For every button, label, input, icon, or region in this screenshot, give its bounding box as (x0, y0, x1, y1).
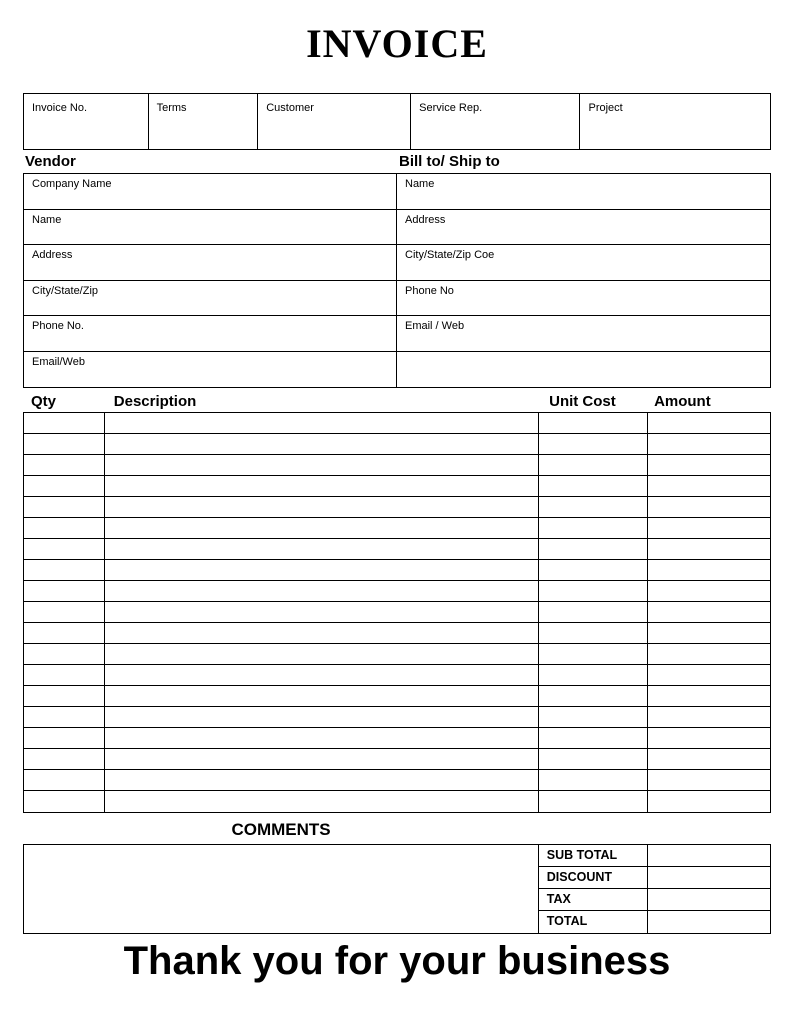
item-cell-qty[interactable] (24, 791, 105, 812)
header-field-service-rep[interactable] (411, 94, 580, 149)
billto-field-phone[interactable] (397, 281, 770, 317)
comments-box[interactable] (24, 845, 539, 933)
item-row (24, 728, 770, 749)
footer-message: Thank you for your business (123, 939, 671, 983)
item-row (24, 539, 770, 560)
item-cell-description[interactable] (105, 644, 539, 664)
item-cell-description[interactable] (105, 770, 539, 790)
billto-field-address[interactable] (397, 210, 770, 246)
totals-row-tax (539, 889, 770, 911)
vendor-field-company-name[interactable] (24, 174, 396, 210)
item-row (24, 707, 770, 728)
billto-fields (397, 174, 770, 387)
totals-value-tax[interactable] (648, 889, 770, 910)
item-cell-unit-cost[interactable] (539, 476, 649, 496)
item-cell-unit-cost[interactable] (539, 434, 649, 454)
header-label-project: Project (588, 102, 623, 114)
totals-table (539, 845, 770, 933)
item-row (24, 560, 770, 581)
billto-field-city-state-zip[interactable] (397, 245, 770, 281)
item-cell-description[interactable] (105, 791, 539, 812)
vendor-field-name[interactable] (24, 210, 396, 246)
item-cell-unit-cost[interactable] (539, 665, 649, 685)
item-cell-description[interactable] (105, 728, 539, 748)
item-cell-description[interactable] (105, 476, 539, 496)
item-cell-amount[interactable] (648, 728, 770, 748)
page-title: INVOICE (306, 21, 488, 66)
vendor-label-city-state-zip: City/State/Zip (32, 284, 99, 297)
item-cell-unit-cost[interactable] (539, 728, 649, 748)
item-cell-qty[interactable] (24, 413, 105, 433)
items-column-unit-cost: Unit Cost (549, 393, 616, 410)
vendor-label-name: Name (32, 213, 62, 226)
header-label-service-rep: Service Rep. (419, 102, 483, 114)
item-row (24, 623, 770, 644)
item-cell-qty[interactable] (24, 476, 105, 496)
vendor-billto-table (23, 173, 771, 388)
items-column-amount: Amount (654, 393, 711, 410)
vendor-field-address[interactable] (24, 245, 396, 281)
billto-heading: Bill to/ Ship to (399, 153, 500, 170)
item-row (24, 455, 770, 476)
invoice-header-table (23, 93, 771, 150)
totals-value-total[interactable] (648, 911, 770, 933)
item-cell-qty[interactable] (24, 644, 105, 664)
header-field-terms[interactable] (149, 94, 259, 149)
item-cell-qty[interactable] (24, 749, 105, 769)
item-row (24, 434, 770, 455)
section-headings (23, 153, 771, 171)
billto-label-phone: Phone No (405, 284, 454, 297)
vendor-heading: Vendor (25, 153, 76, 170)
item-cell-qty[interactable] (24, 602, 105, 622)
item-cell-qty[interactable] (24, 728, 105, 748)
item-cell-qty[interactable] (24, 455, 105, 475)
item-cell-amount[interactable] (648, 518, 770, 538)
item-cell-unit-cost[interactable] (539, 518, 649, 538)
item-cell-amount[interactable] (648, 476, 770, 496)
item-cell-unit-cost[interactable] (539, 497, 649, 517)
item-cell-qty[interactable] (24, 539, 105, 559)
item-cell-amount[interactable] (648, 749, 770, 769)
item-cell-unit-cost[interactable] (539, 791, 649, 812)
item-cell-qty[interactable] (24, 434, 105, 454)
item-cell-description[interactable] (105, 455, 539, 475)
header-field-customer[interactable] (258, 94, 411, 149)
item-cell-description[interactable] (105, 434, 539, 454)
item-cell-amount[interactable] (648, 413, 770, 433)
item-row (24, 518, 770, 539)
item-cell-amount[interactable] (648, 497, 770, 517)
item-cell-unit-cost[interactable] (539, 644, 649, 664)
item-row (24, 476, 770, 497)
header-label-terms: Terms (156, 102, 187, 114)
item-cell-amount[interactable] (648, 707, 770, 727)
header-field-invoice-no[interactable] (24, 94, 149, 149)
item-cell-qty[interactable] (24, 518, 105, 538)
item-row (24, 602, 770, 623)
items-column-qty: Qty (31, 393, 57, 410)
billto-label-name: Name (405, 178, 435, 190)
billto-field-blank[interactable] (397, 352, 770, 388)
totals-label-tax: TAX (539, 889, 649, 910)
vendor-field-phone[interactable] (24, 316, 396, 352)
item-row (24, 791, 770, 812)
item-row (24, 581, 770, 602)
item-cell-unit-cost[interactable] (539, 707, 649, 727)
item-cell-qty[interactable] (24, 623, 105, 643)
item-cell-unit-cost[interactable] (539, 623, 649, 643)
totals-value-discount[interactable] (648, 867, 770, 888)
item-cell-description[interactable] (105, 581, 539, 601)
item-cell-qty[interactable] (24, 560, 105, 580)
item-cell-qty[interactable] (24, 581, 105, 601)
comments-heading: COMMENTS (231, 820, 331, 839)
item-cell-description[interactable] (105, 749, 539, 769)
item-cell-amount[interactable] (648, 665, 770, 685)
vendor-label-phone: Phone No. (32, 320, 84, 332)
billto-label-address: Address (405, 213, 446, 226)
item-cell-description[interactable] (105, 413, 539, 433)
item-row (24, 413, 770, 434)
item-cell-unit-cost[interactable] (539, 455, 649, 475)
header-label-invoice-no: Invoice No. (32, 102, 88, 114)
item-row (24, 770, 770, 791)
item-cell-amount[interactable] (648, 686, 770, 706)
header-label-customer: Customer (266, 102, 314, 114)
item-cell-unit-cost[interactable] (539, 770, 649, 790)
item-row (24, 749, 770, 770)
items-column-description: Description (113, 393, 197, 410)
totals-row-subtotal (539, 845, 770, 867)
totals-row-total (539, 911, 770, 933)
item-cell-description[interactable] (105, 560, 539, 580)
totals-label-total: TOTAL (539, 911, 649, 933)
item-cell-amount[interactable] (648, 770, 770, 790)
item-cell-unit-cost[interactable] (539, 539, 649, 559)
header-field-project[interactable] (580, 94, 770, 149)
item-cell-unit-cost[interactable] (539, 560, 649, 580)
item-cell-description[interactable] (105, 623, 539, 643)
item-row (24, 644, 770, 665)
vendor-fields (24, 174, 397, 387)
item-cell-unit-cost[interactable] (539, 602, 649, 622)
item-cell-amount[interactable] (648, 581, 770, 601)
item-cell-amount[interactable] (648, 644, 770, 664)
item-cell-description[interactable] (105, 707, 539, 727)
item-cell-unit-cost[interactable] (539, 413, 649, 433)
item-cell-amount[interactable] (648, 434, 770, 454)
comments-totals-section (23, 844, 771, 934)
totals-label-discount: DISCOUNT (539, 867, 649, 888)
vendor-field-email-web[interactable] (24, 352, 396, 388)
item-row (24, 497, 770, 518)
totals-row-discount (539, 867, 770, 889)
item-cell-qty[interactable] (24, 686, 105, 706)
totals-value-subtotal[interactable] (648, 845, 770, 866)
item-cell-qty[interactable] (24, 665, 105, 685)
item-cell-description[interactable] (105, 686, 539, 706)
vendor-field-city-state-zip[interactable] (24, 281, 396, 317)
item-cell-description[interactable] (105, 665, 539, 685)
item-cell-qty[interactable] (24, 497, 105, 517)
comments-heading-row (23, 820, 771, 840)
item-cell-amount[interactable] (648, 560, 770, 580)
item-row (24, 665, 770, 686)
item-cell-amount[interactable] (648, 455, 770, 475)
billto-field-email-web[interactable] (397, 316, 770, 352)
item-cell-description[interactable] (105, 539, 539, 559)
totals-label-subtotal: SUB TOTAL (539, 845, 649, 866)
item-cell-description[interactable] (105, 602, 539, 622)
item-cell-qty[interactable] (24, 707, 105, 727)
vendor-label-email-web: Email/Web (32, 355, 85, 368)
item-cell-unit-cost[interactable] (539, 686, 649, 706)
item-cell-qty[interactable] (24, 770, 105, 790)
vendor-label-company-name: Company Name (32, 178, 112, 190)
billto-label-email-web: Email / Web (405, 320, 465, 332)
items-header (23, 393, 771, 411)
billto-field-name[interactable] (397, 174, 770, 210)
items-table (23, 412, 771, 813)
item-cell-amount[interactable] (648, 539, 770, 559)
item-cell-amount[interactable] (648, 623, 770, 643)
item-cell-amount[interactable] (648, 602, 770, 622)
vendor-label-address: Address (32, 249, 73, 261)
item-row (24, 686, 770, 707)
item-cell-amount[interactable] (648, 791, 770, 812)
item-cell-unit-cost[interactable] (539, 749, 649, 769)
billto-label-city-state-zip: City/State/Zip Coe (405, 249, 495, 261)
item-cell-description[interactable] (105, 497, 539, 517)
item-cell-description[interactable] (105, 518, 539, 538)
item-cell-unit-cost[interactable] (539, 581, 649, 601)
